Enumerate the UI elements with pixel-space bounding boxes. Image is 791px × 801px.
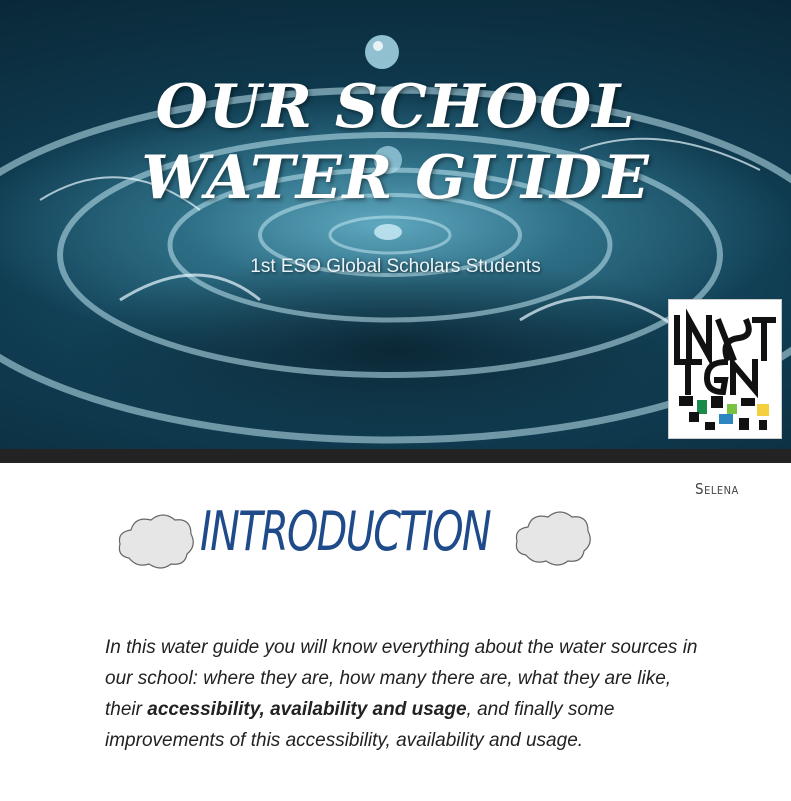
cloud-icon (115, 510, 197, 572)
intro-bold-text: accessibility, availability and usage (147, 699, 467, 720)
intro-text: In this water guide you will know everything about the water sources in our school: where they are, how many there are, what they are like, their (105, 637, 698, 720)
school-logo (668, 299, 782, 439)
intro-paragraph (105, 632, 705, 756)
intro-text-end: , and finally some improvements of this accessibility, availability and usage. (105, 699, 615, 751)
divider-bar (0, 449, 791, 463)
cloud-icon (512, 507, 594, 569)
author-name: Selena (695, 480, 739, 498)
hero-subtitle: 1st ESO Global Scholars Students (250, 256, 541, 277)
section-heading: INTRODUCTION (200, 500, 491, 563)
hero-title-line2: WATER GUIDE (141, 143, 650, 213)
ins-tgn-logo-icon (669, 300, 781, 438)
hero-title-line1: OUR SCHOOL (155, 72, 636, 142)
